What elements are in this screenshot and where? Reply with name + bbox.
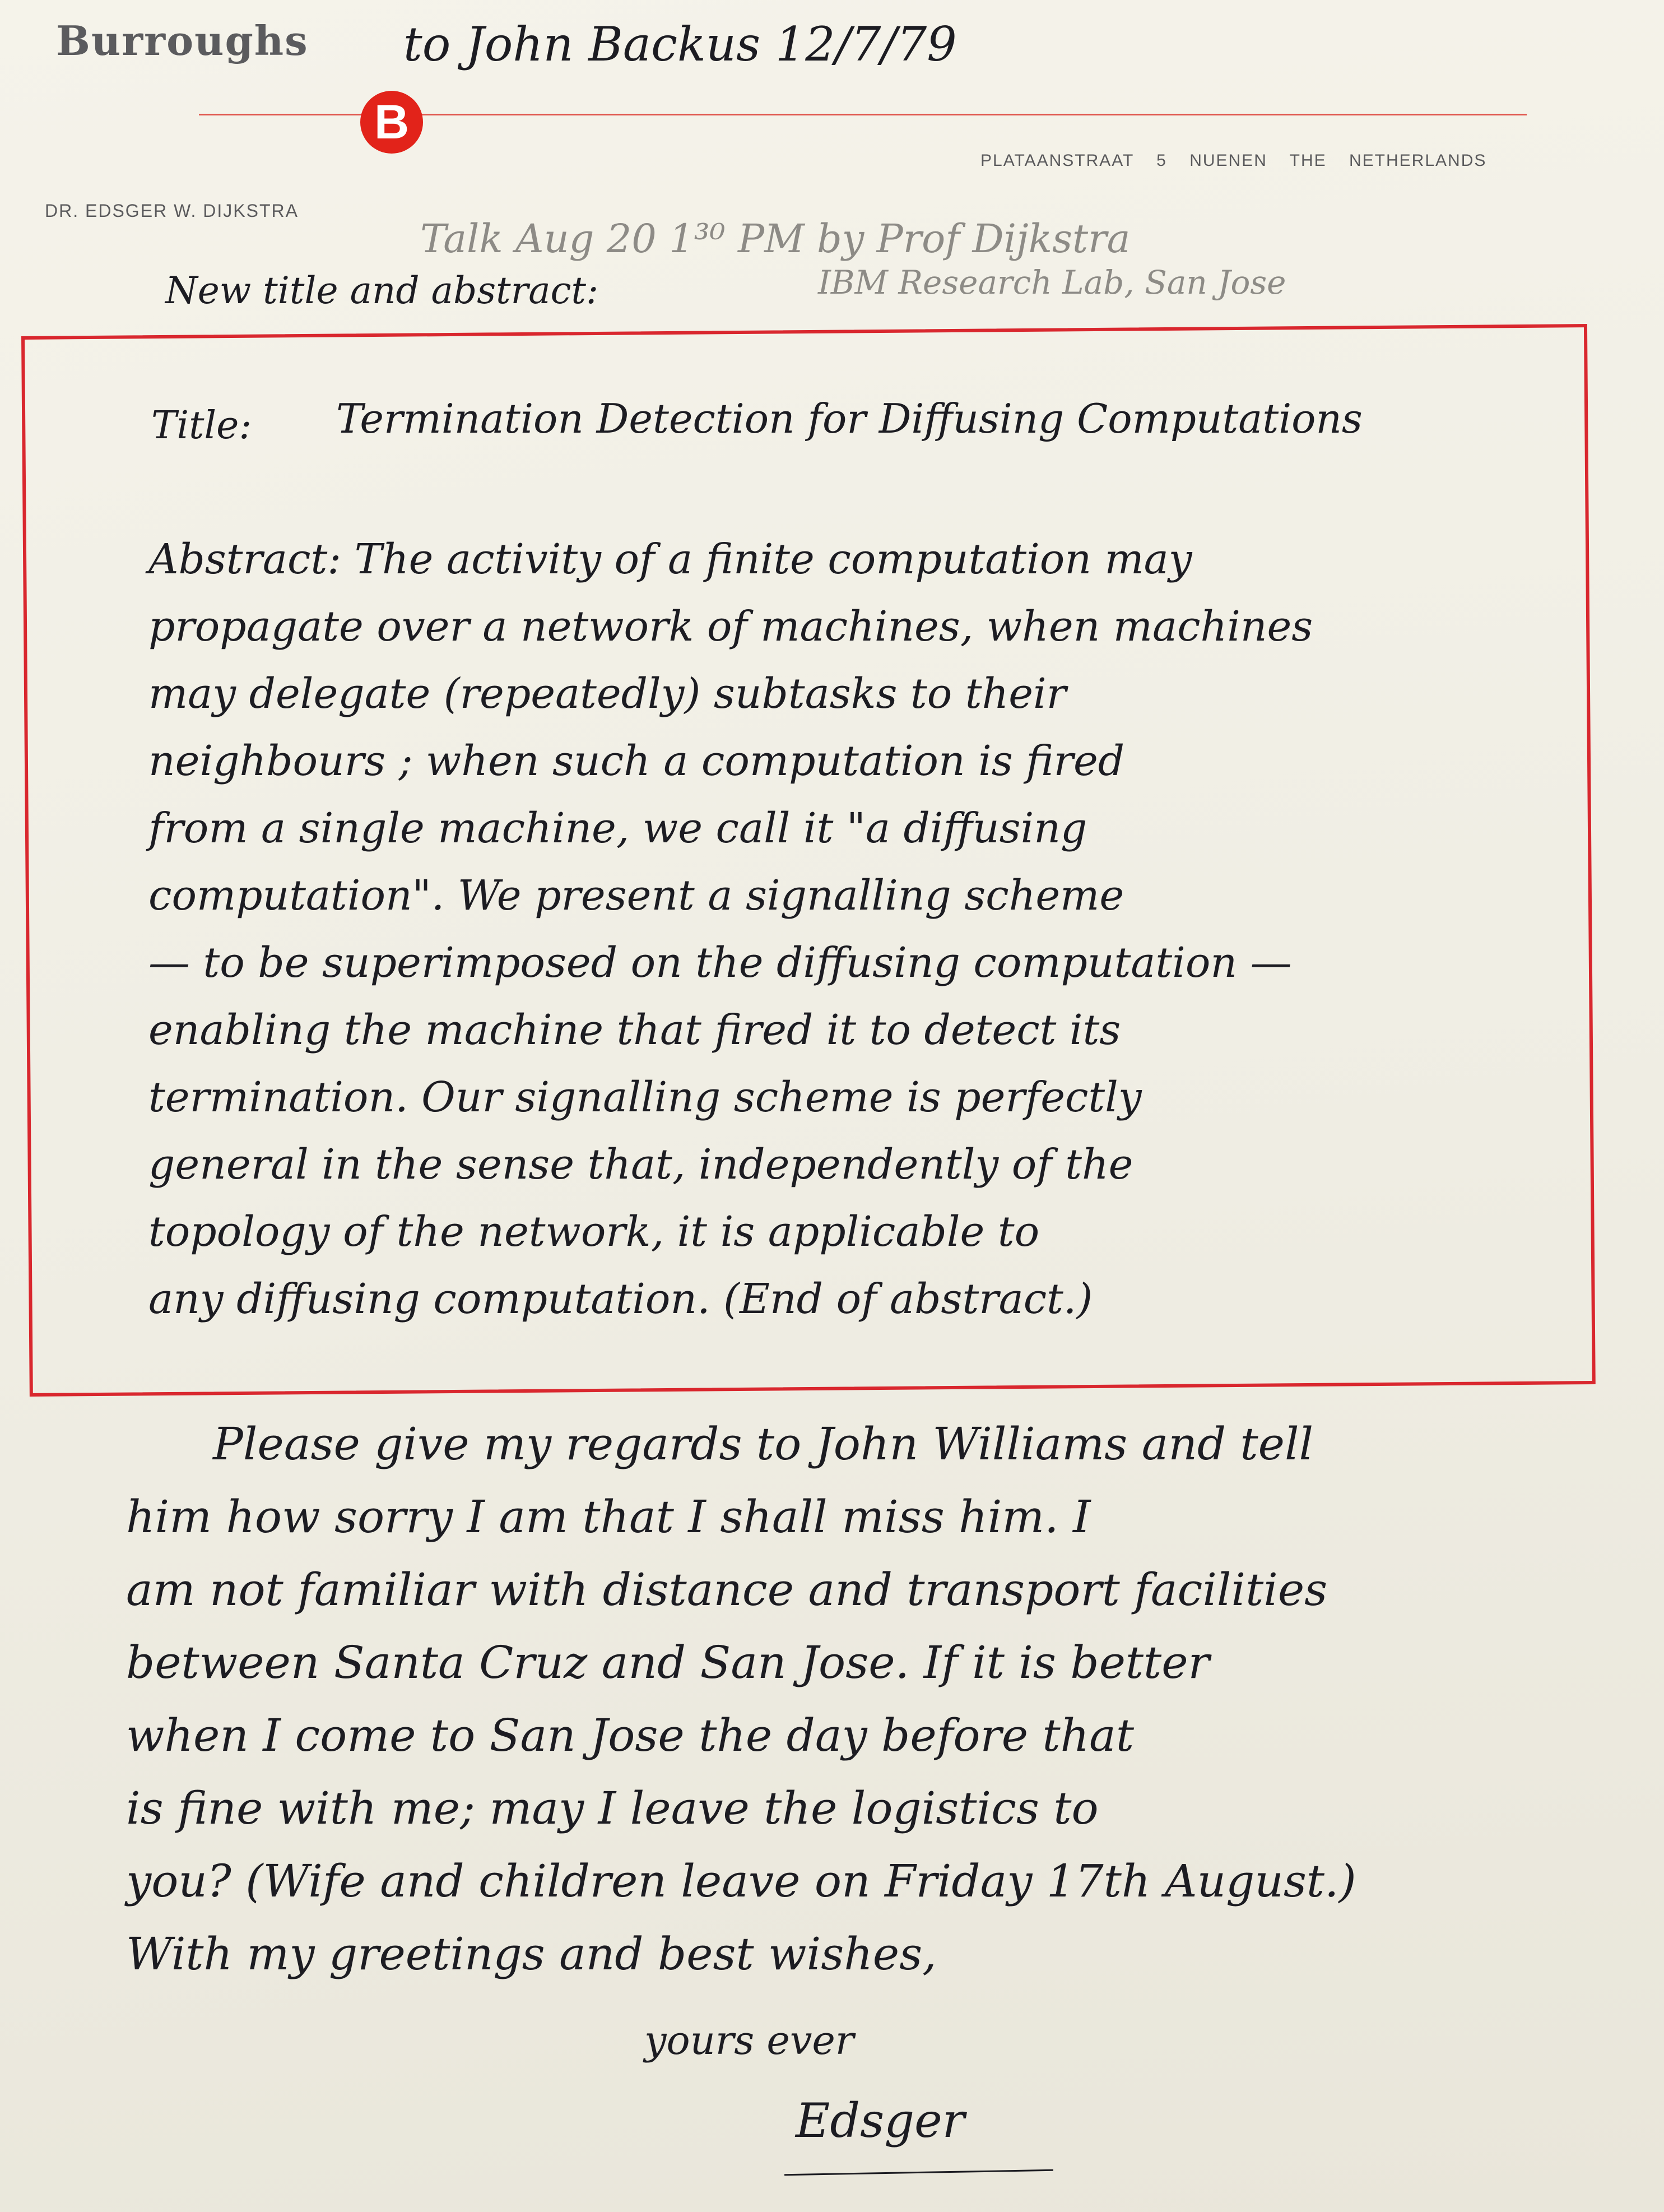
letter-line: am not familiar with distance and transport facilities — [126, 1564, 1328, 1616]
abstract-line: enabling the machine that fired it to detect its — [148, 1006, 1121, 1054]
signature: Edsger — [796, 2093, 965, 2148]
brand-logo — [360, 91, 423, 154]
abstract-line: termination. Our signalling scheme is perfectly — [148, 1073, 1142, 1121]
letter-line: Please give my regards to John Williams and tell — [213, 1418, 1314, 1470]
letter-line: you? (Wife and children leave on Friday 17th August.) — [126, 1855, 1356, 1907]
abstract-line: any diffusing computation. (End of abstract.) — [148, 1275, 1093, 1323]
header-note: to John Backus 12/7/79 — [403, 17, 957, 72]
abstract-line: neighbours ; when such a computation is fired — [148, 737, 1125, 785]
abstract-line: topology of the network, it is applicable to — [148, 1208, 1040, 1256]
letter-line: when I come to San Jose the day before that — [126, 1709, 1135, 1761]
abstract-line: general in the sense that, independently of the — [148, 1140, 1133, 1189]
sender-address: PLATAANSTRAAT 5 NUENEN THE NETHERLANDS — [980, 151, 1487, 170]
talk-note-line-1: Talk Aug 20 1³⁰ PM by Prof Dijkstra — [420, 216, 1131, 262]
abstract-line: — to be superimposed on the diffusing computation — — [148, 939, 1292, 987]
talk-note-line-2: IBM Research Lab, San Jose — [818, 263, 1286, 302]
closing: yours ever — [644, 2018, 854, 2063]
title-label: Title: — [151, 404, 252, 448]
signature-underline — [784, 2169, 1053, 2176]
logo-letter: B — [374, 95, 410, 149]
letter-line: With my greetings and best wishes, — [126, 1928, 937, 1980]
sender-name: DR. EDSGER W. DIJKSTRA — [45, 201, 299, 221]
brand-name: Burroughs — [56, 17, 309, 64]
intro-line: New title and abstract: — [165, 269, 599, 312]
abstract-line: computation". We present a signalling scheme — [148, 871, 1124, 920]
letter-line: between Santa Cruz and San Jose. If it is better — [126, 1636, 1210, 1689]
abstract-line: Abstract: The activity of a finite computation may — [148, 535, 1192, 583]
letter-line: him how sorry I am that I shall miss him. I — [126, 1491, 1091, 1543]
abstract-line: may delegate (repeatedly) subtasks to their — [148, 670, 1067, 718]
letter-line: is fine with me; may I leave the logistics to — [126, 1782, 1099, 1834]
abstract-line: propagate over a network of machines, when machines — [148, 602, 1313, 651]
abstract-line: from a single machine, we call it "a diffusing — [148, 804, 1087, 852]
talk-title: Termination Detection for Diffusing Computations — [336, 395, 1363, 442]
